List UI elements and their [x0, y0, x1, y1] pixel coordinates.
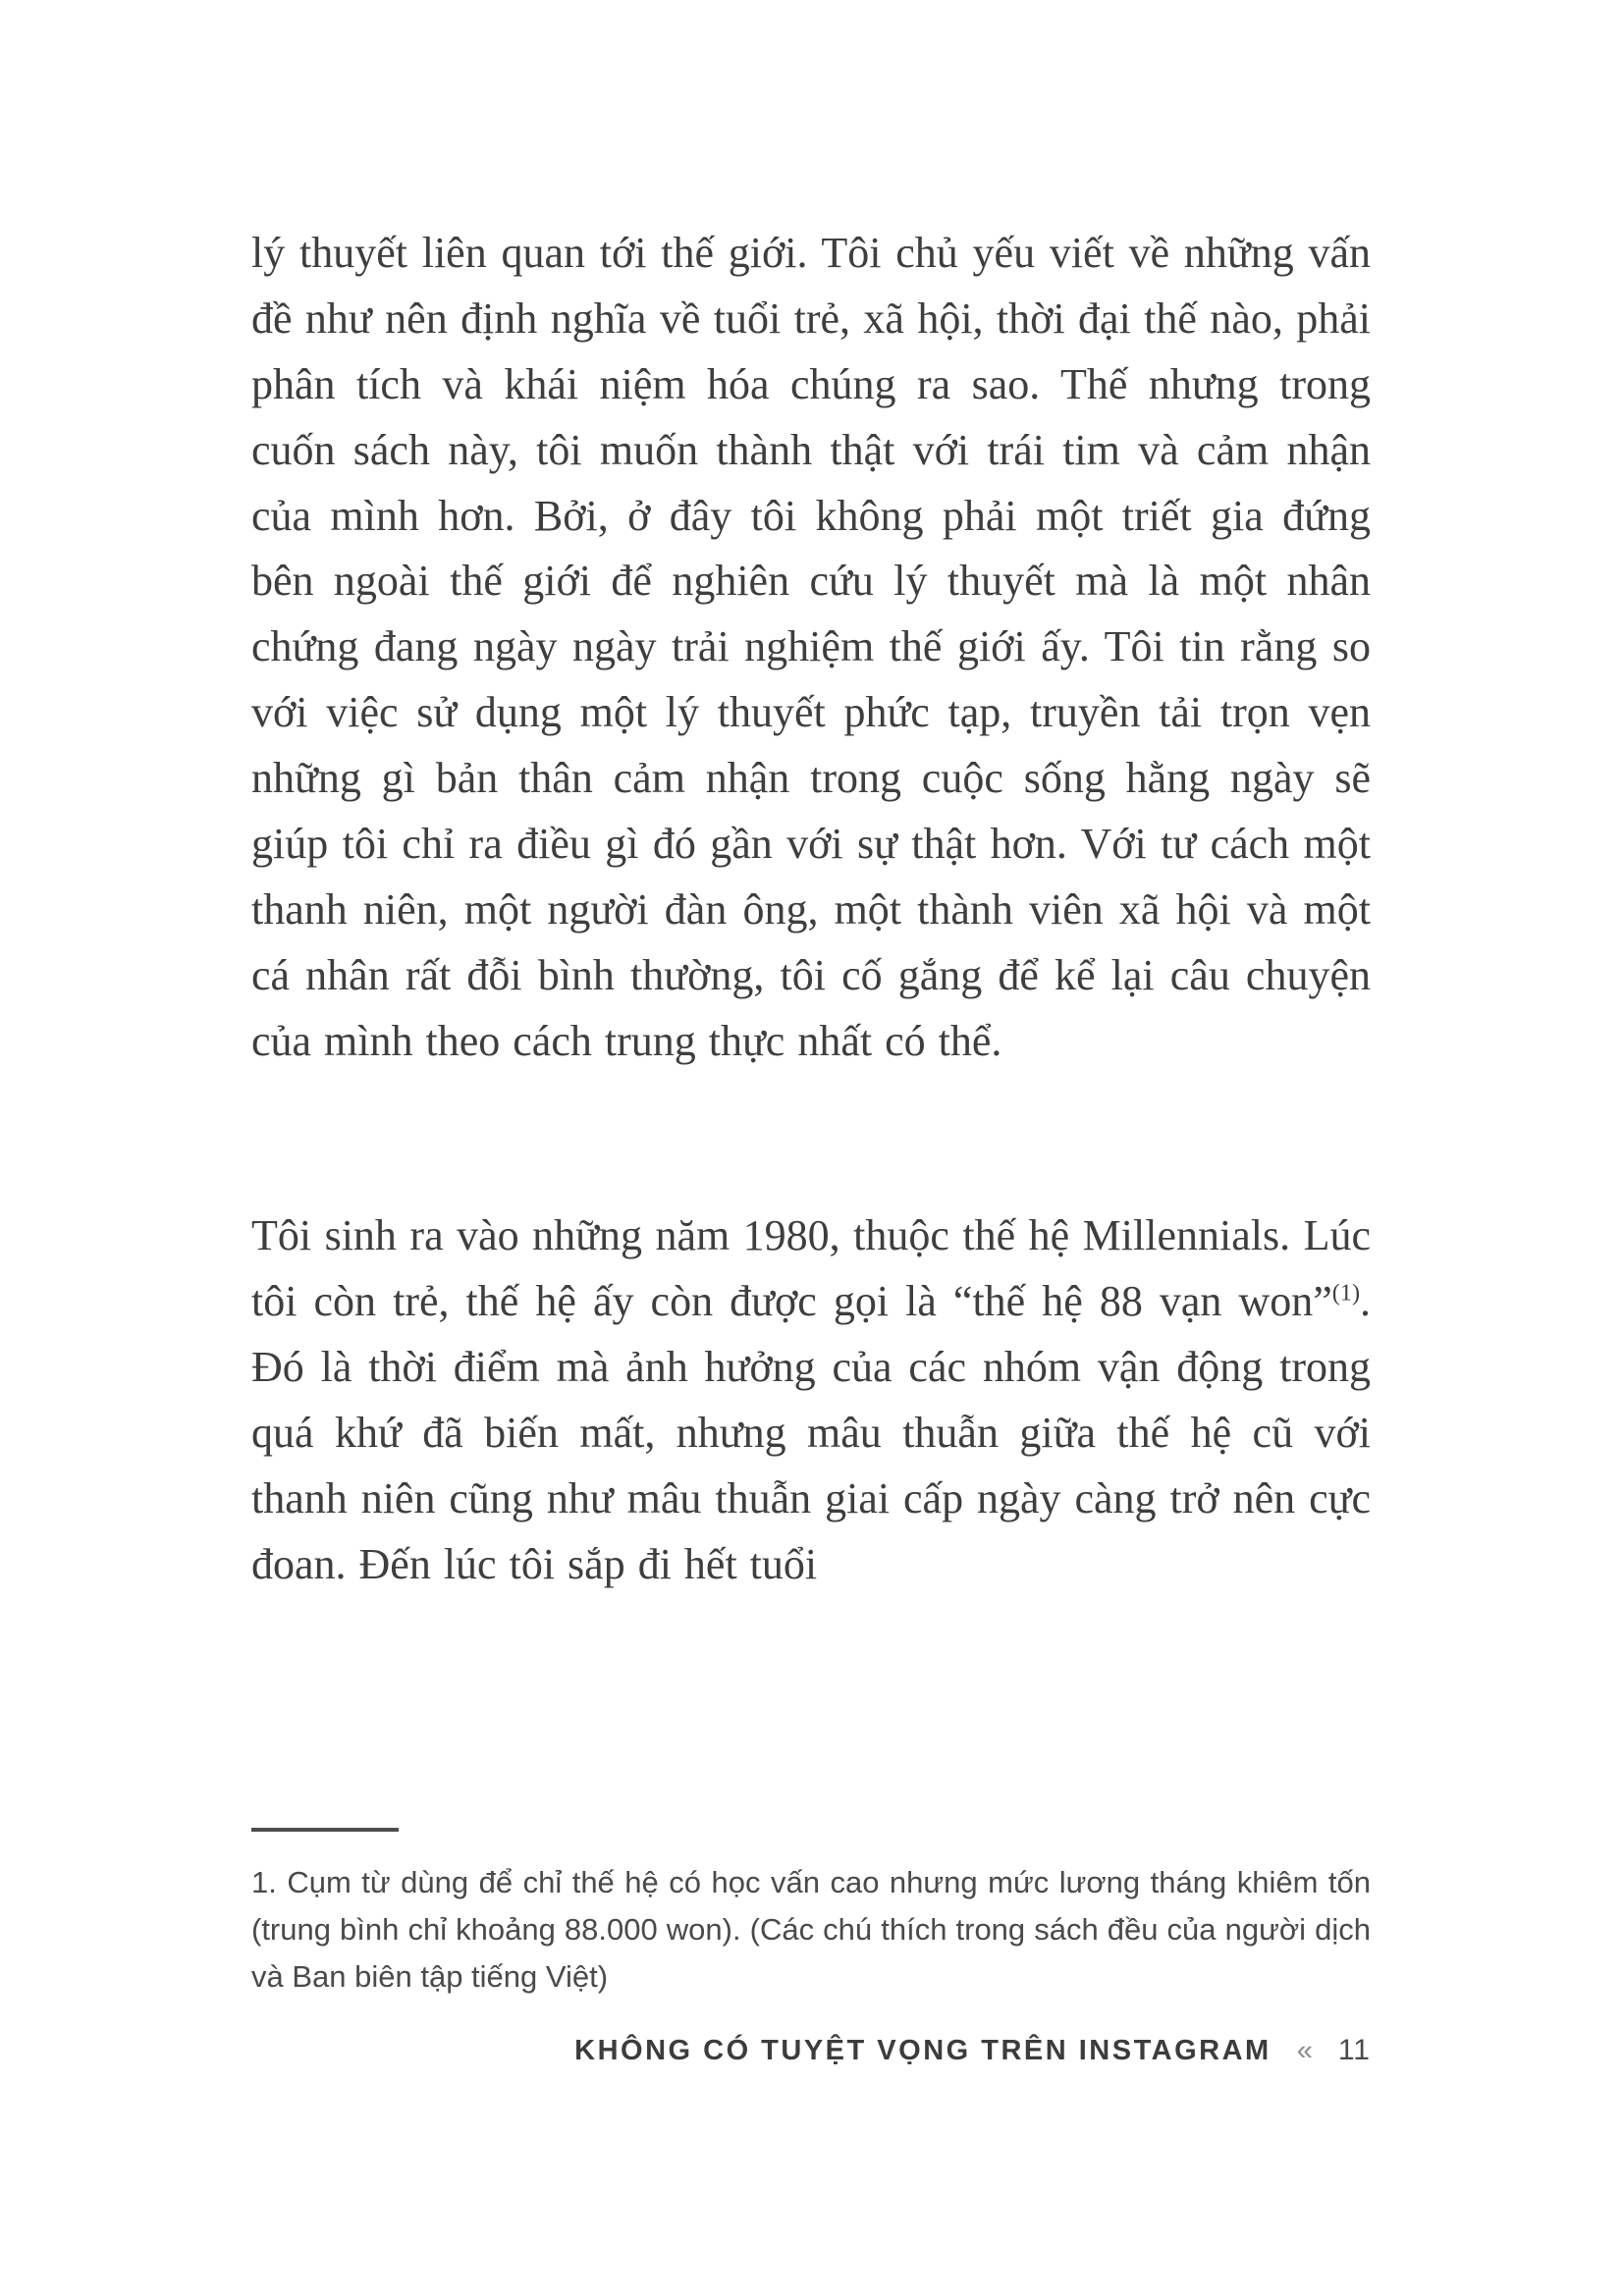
footnote-section — [251, 1828, 1371, 2001]
body-text — [251, 221, 1371, 1598]
page-number: 11 — [1337, 2034, 1371, 2066]
paragraph: lý thuyết liên quan tới thế giới. Tôi chủ yếu viết về những vấn đề như nên định nghĩa về tuổi trẻ, xã hội, thời đại thế nào, phải phân tích và khái niệm hóa chúng ra sao. Thế nhưng trong cuốn sách này, tôi muốn thành thật với trái tim và cảm nhận của mình hơn. Bởi, ở đây tôi không phải một triết gia đứng bên ngoài thế giới để nghiên cứu lý thuyết mà là một nhân chứng đang ngày ngày trải nghiệm thế giới ấy. Tôi tin rằng so với việc sử dụng một lý thuyết phức tạp, truyền tải trọn vẹn những gì bản thân cảm nhận trong cuộc sống hằng ngày sẽ giúp tôi chỉ ra điều gì đó gần với sự thật hơn. Với tư cách một thanh niên, một người đàn ông, một thành viên xã hội và một cá nhân rất đỗi bình thường, tôi cố gắng để kể lại câu chuyện của mình theo cách trung thực nhất có thể. — [251, 229, 1371, 1065]
footer-guillemet: « — [1296, 2035, 1313, 2066]
running-book-title: KHÔNG CÓ TUYỆT VỌNG TRÊN INSTAGRAM — [574, 2035, 1271, 2066]
footnote-text: 1. Cụm từ dùng để chỉ thế hệ có học vấn cao nhưng mức lương tháng khiêm tốn (trung bình chỉ khoảng 88.000 won). (Các chú thích trong sách đều của người dịch và Ban biên tập tiếng Việt) — [251, 1865, 1371, 1995]
footnote-divider — [251, 1828, 399, 1832]
paragraph-text: Tôi sinh ra vào những năm 1980, thuộc thế hệ Millennials. Lúc tôi còn trẻ, thế hệ ấy còn được gọi là “thế hệ 88 vạn won” — [251, 1211, 1371, 1326]
paragraph — [251, 1203, 1371, 1597]
footnote-reference: (1) — [1331, 1279, 1360, 1307]
paragraph-text: . Đó là thời điểm mà ảnh hưởng của các nhóm vận động trong quá khứ đã biến mất, nhưng mâu thuẫn giữa thế hệ cũ với thanh niên cũng như mâu thuẫn giai cấp ngày càng trở nên cực đoan. Đến lúc tôi sắp đi hết tuổi — [251, 1277, 1371, 1588]
page-footer — [251, 2034, 1371, 2067]
